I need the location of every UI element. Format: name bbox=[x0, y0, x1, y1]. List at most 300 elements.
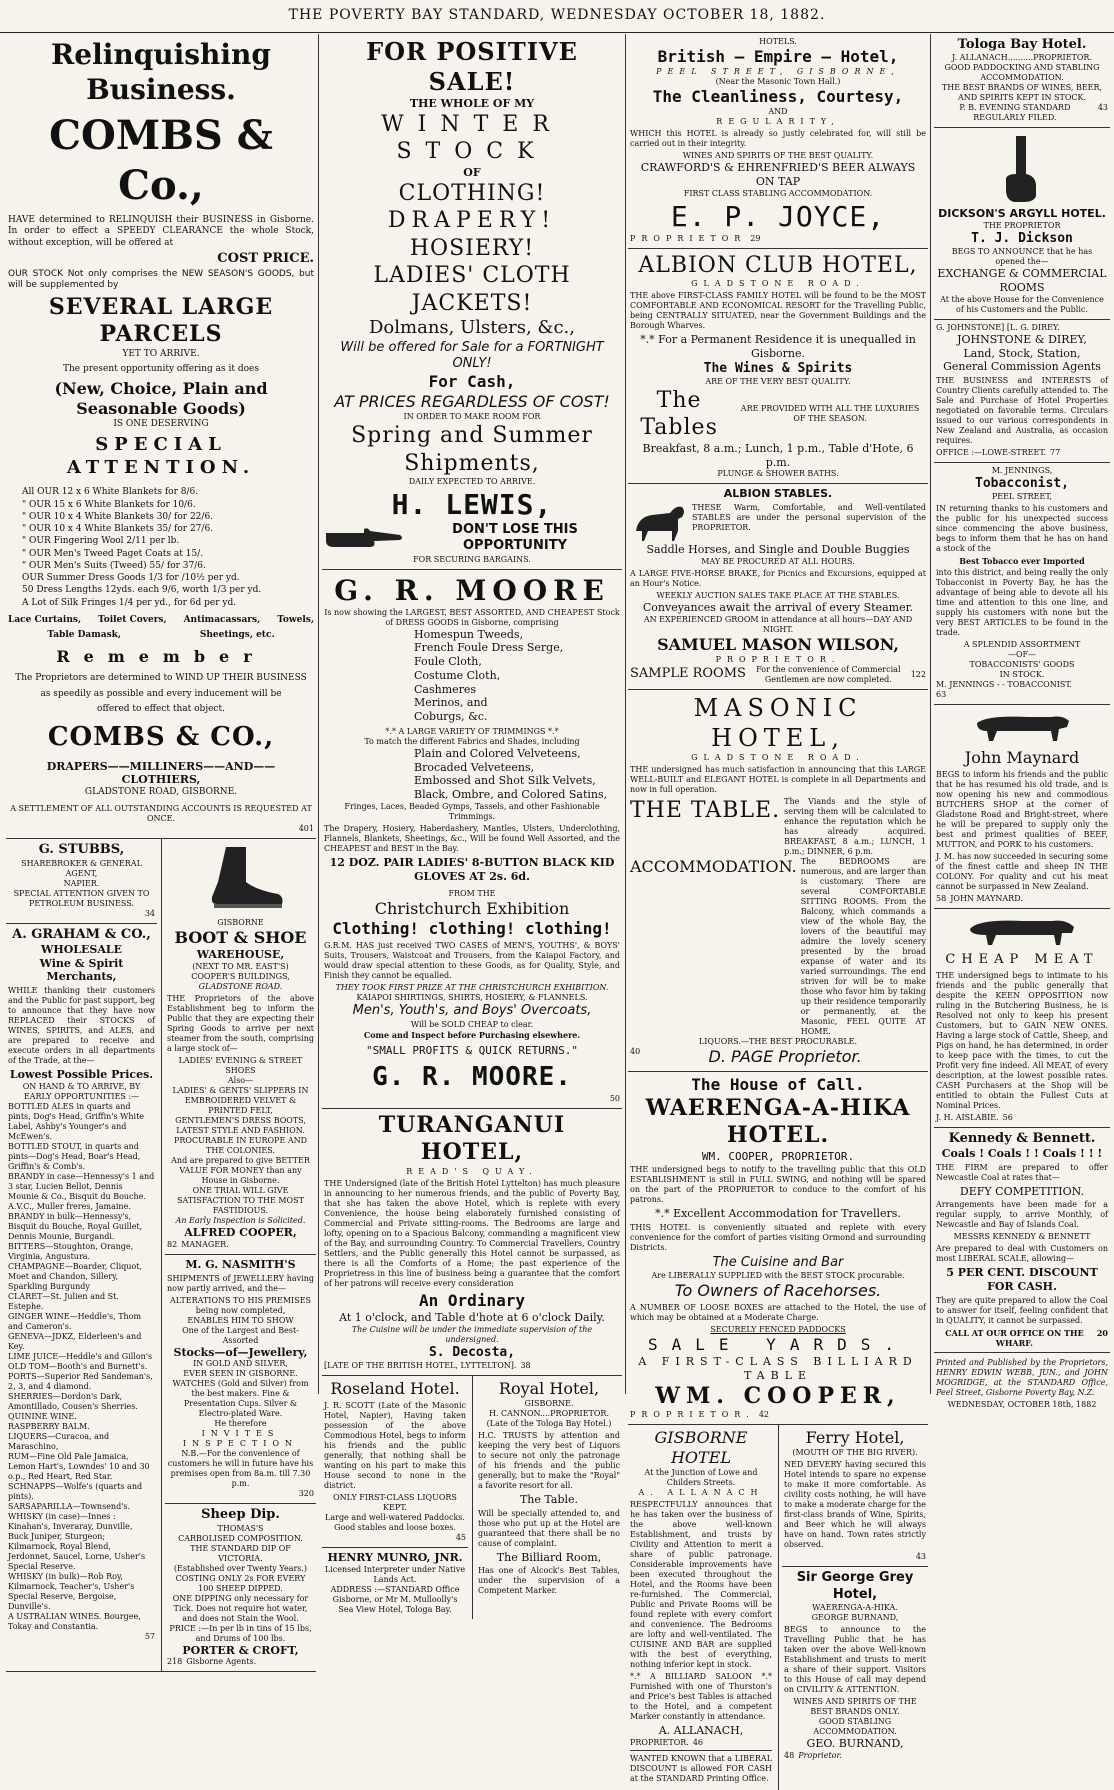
graham-list bbox=[8, 1102, 155, 1632]
ad-number: 20 bbox=[1096, 1327, 1108, 1338]
gh-footer: A. ALLANACH, bbox=[658, 1724, 744, 1738]
fenced-paddocks: SECURELY FENCED PADDOCKS bbox=[710, 1325, 846, 1335]
roseland-column bbox=[322, 1376, 468, 1619]
list-item: " OUR 10 x 4 White Blankets 35/ for 27/6. bbox=[22, 524, 214, 534]
the-proprietor: THE PROPRIETOR bbox=[983, 221, 1061, 230]
boot-item: ONE TRIAL WILL GIVE SATISFACTION TO THE MOST FASTIDIOUS. bbox=[177, 1186, 304, 1215]
jennings-footer: M. JENNINGS - - TOBACCONIST. bbox=[936, 680, 1073, 690]
list-item: BOTTLED STOUT, in quarts and pints—Dog's Head, Boar's Head, Griffin's & Comb's. bbox=[8, 1141, 141, 1171]
boot-gisborne: GISBORNE bbox=[217, 918, 264, 928]
column-3 bbox=[628, 34, 928, 1783]
munro-address: ADDRESS :—STANDARD Office Gisborne, or Mr M. Mulloolly's Sea View Hotel, Tologa Bay. bbox=[330, 1584, 460, 1614]
combs-title: COMBS & Co., bbox=[49, 112, 273, 209]
cuisine-bar: The Cuisine and Bar bbox=[712, 1255, 844, 1270]
fringes: Fringes, Laces, Beaded Gymps, Tassels, and other Fashionable Trimmings. bbox=[344, 801, 600, 821]
list-item: RASPBERRY BALM. bbox=[8, 1421, 90, 1431]
boot-item: An Early Inspection is Solicited. bbox=[175, 1216, 306, 1225]
royal-column bbox=[472, 1376, 622, 1619]
list-item: Merinos, and bbox=[414, 696, 488, 710]
combs-relinquishing-ad bbox=[6, 34, 316, 839]
list-item: Homespun Tweeds, bbox=[414, 627, 524, 641]
combs-intro: HAVE determined to RELINQUISH their BUSINESS in Gisborne. In order to effect a SPEEDY CLEARANCE the whole Stock, without exception, will be offered at bbox=[8, 215, 314, 248]
new-choice: (New, Choice, Plain and Seasonable Goods) bbox=[54, 379, 268, 418]
goods-item: Towels, bbox=[277, 614, 314, 625]
winter-stock: WINTER STOCK bbox=[381, 111, 563, 165]
permanent: *.* For a Permanent Residence it is unequalled in Gisborne. bbox=[640, 333, 916, 360]
burnand-footer-row bbox=[784, 1751, 926, 1761]
sheep-title: Sheep Dip. bbox=[201, 1507, 280, 1523]
dont-lose-row bbox=[324, 522, 620, 555]
horse-icon bbox=[630, 501, 688, 543]
breakfast-times: Breakfast, 8 a.m.; Lunch, 1 p.m., Table d'Hote, 6 p.m. bbox=[642, 441, 914, 469]
graham-name: A. GRAHAM & CO., bbox=[12, 926, 151, 942]
burnand-wines: WINES AND SPIRITS OF THE BEST BRANDS ONLY. bbox=[793, 1696, 917, 1716]
saddle-horses: Saddle Horses, and Single and Double Buggies bbox=[646, 543, 910, 556]
goods-row bbox=[8, 630, 314, 641]
fortnight: Will be offered for Sale for a FORTNIGHT ONLY! bbox=[340, 339, 604, 371]
stubbs-name: G. STUBBS, bbox=[38, 842, 125, 858]
may-be: MAY BE PROCURED AT ALL HOURS. bbox=[701, 556, 855, 566]
wind-up: The Proprietors are determined to WIND UP THEIR BUSINESS bbox=[15, 673, 307, 684]
roseland-ad bbox=[322, 1376, 468, 1548]
col2-lower-split bbox=[322, 1376, 622, 1619]
list-item: BRANDY in case—Hennessy's 1 and 3 star, Lucien Bellot, Dennis Mounie & Co., Bisquit du Bouche. A.V.C., Muller freres, Jamaine. bbox=[8, 1171, 155, 1211]
positive-sale: FOR POSITIVE SALE! bbox=[366, 37, 578, 96]
boot-icon bbox=[196, 842, 286, 912]
ordinary: An Ordinary bbox=[419, 1290, 525, 1310]
reads-quay: READ'S QUAY. bbox=[406, 1166, 538, 1176]
sheep-item: COSTING ONLY 2s FOR EVERY 100 SHEEP DIPPED. bbox=[175, 1573, 306, 1593]
cheap-body: THE undersigned begs to intimate to his friends and the public generally that despite the KEEN OPPOSITION now ruling in the Butchering Business, he is Resolved not only to keep his present Customers, but to GAIN NEW ONES. Having a large stock of Cattle, Sheep, and Pigs on hand, he has determined, in order to keep pace with the times, to cut the Profit very fine indeed. All MEAT, of every description, at the lowest possible rates. CASH Purchasers at the Shop will be entitled to obtain the Fullest Cuts at Nominal Prices. bbox=[936, 970, 1108, 1110]
ordinary-time: At 1 o'clock, and Table d'hote at 6 o'clock Daily. bbox=[339, 1310, 605, 1324]
wilson-name: SAMUEL MASON WILSON, bbox=[657, 634, 899, 654]
dickson-name: T. J. Dickson bbox=[971, 231, 1073, 246]
relinquishing-heading: Relinquishing Business. bbox=[51, 38, 271, 106]
moore-intro: Is now showing the LARGEST, BEST ASSORTED, AND CHEAPEST Stock of DRESS GOODS in Gisborne, comprising bbox=[324, 607, 620, 627]
page-row bbox=[630, 1047, 926, 1067]
munro-ad bbox=[322, 1548, 468, 1619]
burnand-stabling: GOOD STABLING ACCOMMODATION. bbox=[813, 1716, 897, 1736]
ad-number: 63 bbox=[936, 690, 947, 700]
printed-date: WEDNESDAY, OCTOBER 18th, 1882 bbox=[947, 1399, 1097, 1409]
discount: 5 PER CENT. DISCOUNT FOR CASH. bbox=[946, 1266, 1098, 1293]
the-table-body: The Viands and the style of serving them will be calculated to enhance the reputation which he has already acquired. BREAKFAST, 8 a.m.; LUNCH, 1 p.m.; DINNER, 6 p.m. bbox=[784, 796, 926, 856]
conveniently: THIS HOTEL is conveniently situated and replete with every convenience for the comfort of parties visiting Ormond and surrounding Districts. bbox=[630, 1223, 926, 1252]
ad-number: 57 bbox=[144, 1631, 155, 1641]
ad-number: 48 bbox=[784, 1750, 795, 1760]
moore-dress-goods-ad bbox=[322, 570, 622, 1109]
list-item: " OUR 15 x 6 White Blankets for 10/6. bbox=[22, 499, 196, 510]
decosta-row bbox=[324, 1361, 620, 1371]
cooper-footer-row bbox=[630, 1410, 926, 1420]
turanganui-title: TURANGANUI HOTEL, bbox=[378, 1111, 566, 1166]
column-rule bbox=[318, 34, 319, 1394]
owners-racehorses: To Owners of Racehorses. bbox=[674, 1281, 882, 1301]
albion-club-ad bbox=[628, 249, 928, 485]
ad-number: 43 bbox=[915, 1552, 926, 1562]
list-item: French Foule Dress Serge, bbox=[414, 641, 564, 655]
general-agents: General Commission Agents bbox=[943, 360, 1101, 374]
wanted-known: WANTED KNOWN that a LIBERAL DISCOUNT is allowed FOR CASH at the STANDARD Printing Office. bbox=[630, 1750, 772, 1784]
moore-footer: G. R. MOORE. bbox=[372, 1062, 572, 1093]
joyce-name: E. P. JOYCE, bbox=[670, 199, 886, 233]
exchange: EXCHANGE & COMMERCIAL ROOMS bbox=[937, 267, 1107, 294]
ferry-hotel-ad bbox=[782, 1425, 928, 1567]
col1-lower-split bbox=[6, 839, 316, 1672]
nasmith-title: M. G. NASMITH'S bbox=[185, 1257, 296, 1271]
imprint bbox=[934, 1353, 1110, 1414]
spring-summer: Spring and Summer Shipments, bbox=[351, 423, 593, 476]
list-item: " OUR Fingering Wool 2/11 per lb. bbox=[22, 536, 180, 547]
gladstone-line: GLADSTONE ROAD, GISBORNE. bbox=[84, 787, 238, 797]
goods-item: Table Damask, bbox=[47, 630, 122, 640]
crawford-beer: CRAWFORD'S & EHRENFRIED'S BEER ALWAYS ON TAP bbox=[640, 161, 916, 188]
nasmith-item: WATCHES (Gold and Silver) from the best makers. Fine & Presentation Cups. Silver & Electro-plated Ware. bbox=[172, 1379, 309, 1419]
tobacco-body: into this district, and being really the only Tobacconist in Poverty Bay, he has the advantage of being able to devote all his time and attention to this one line, and supply his customers with none but the very BEST ARTICLES to be found in the trade. bbox=[936, 568, 1108, 638]
column-2 bbox=[322, 34, 622, 1614]
peel-street: PEEL STREET, GISBORNE, bbox=[656, 67, 900, 76]
from-the: FROM THE bbox=[448, 889, 496, 899]
trimmings: *.* A LARGE VARIETY OF TRIMMINGS *.* bbox=[385, 726, 559, 736]
grey-place: WAERENGA-A-HIKA. bbox=[812, 1602, 898, 1612]
albion-stables-ad bbox=[628, 484, 928, 689]
ad-number: 320 bbox=[298, 1489, 314, 1499]
yet-to-arrive: YET TO ARRIVE. bbox=[122, 348, 200, 359]
turanganui-ad bbox=[322, 1109, 622, 1376]
tables-row bbox=[630, 387, 926, 442]
decosta-name: S. Decosta, bbox=[428, 1344, 516, 1360]
gh-junction: At the Junction of Lowe and Childers Streets. bbox=[644, 1468, 758, 1488]
list-item: " OUR Men's Tweed Paget Coats at 15/. bbox=[22, 548, 204, 559]
turanganui-body: THE Undersigned (late of the British Hotel Lyttelton) has much pleasure in announcing to her numerous friends, and the public of Poverty Bay, that she has taken the above Hotel, which is replete with every Convenience, the house being elaborately furnished consisting of Commercial and Private sitting-rooms. The Bedrooms are large and lofty, opening on to a Spacious Balcony, commanding a magnificent view of the Bay, and surrounding Country. To Commercial Travellers, Country Settlers, and the Public generally this Hotel cannot be surpassed, as there is all the Comforts of a Home; the past experience of the Proprietress in this line of business being a guarantee that the comfort of her patrons will receive every consideration bbox=[324, 1178, 620, 1288]
list-item: WHISKY (in case)—Innes : Kinahan's, Inveraray, Dunville, Buck Juniper, Sturgeon; Kilmarnock, Royal Blend, Jerdonnet, Saucel, Lorne, Usher's Special Reserve. bbox=[8, 1511, 146, 1571]
list-item: A Lot of Silk Fringes 1/4 per yd., for 6d per yd. bbox=[22, 597, 237, 608]
kaiapoi: KAIAPOI SHIRTINGS, SHIRTS, HOSIERY, & FLANNELS. bbox=[356, 993, 588, 1003]
which-hotel: WHICH this HOTEL is already so justly celebrated for, will still be carried out in their integrity. bbox=[630, 129, 926, 148]
good-paddocking: GOOD PADDOCKING AND STABLING ACCOMMODATION. bbox=[944, 63, 1100, 83]
list-item: A USTRALIAN WINES. Bourgee, Tokay and Constantia. bbox=[8, 1611, 141, 1631]
bullock-icon bbox=[962, 915, 1082, 949]
roseland-paddocks: Large and well-watered Paddocks. Good stables and loose boxes. bbox=[325, 1512, 465, 1532]
column-rule bbox=[930, 34, 931, 1394]
messrs: MESSRS KENNEDY & BENNETT bbox=[953, 1232, 1091, 1242]
list-item: Plain and Colored Velveteens, bbox=[414, 746, 581, 760]
nasmith-body: SHIPMENTS of JEWELLERY having now partly arrived, and the— bbox=[167, 1273, 314, 1293]
jennings-tobacconist-ad bbox=[934, 463, 1110, 705]
offered-effect: offered to effect that object. bbox=[97, 703, 225, 714]
boot-footer: ALFRED COOPER, bbox=[184, 1226, 297, 1239]
masonic-hotel-ad bbox=[628, 690, 928, 1072]
graham-prices: Lowest Possible Prices. bbox=[9, 1068, 154, 1081]
tob-goods: TOBACCONISTS' GOODS bbox=[969, 660, 1075, 670]
nasmith-item: INVITES INSPECTION bbox=[182, 1429, 299, 1449]
kennedy-bennett-ad bbox=[934, 1128, 1110, 1353]
sample-rooms: SAMPLE ROOMS bbox=[630, 666, 746, 682]
list-item: CHAMPAGNE—Boarder, Cliquot, Moet and Chandon, Sillery, Sparkling Burgundy bbox=[8, 1261, 142, 1291]
in-stock: IN STOCK. bbox=[999, 670, 1045, 680]
call-office: CALL AT OUR OFFICE ON THE WHARF. bbox=[945, 1327, 1084, 1348]
combs-footer: COMBS & CO., bbox=[47, 722, 275, 752]
boot-item: GENTLEMEN'S DRESS BOOTS, LATEST STYLE AND FASHION. bbox=[175, 1116, 306, 1135]
best-brands: THE BEST BRANDS OF WINES, BEER, AND SPIRITS KEPT IN STOCK. bbox=[941, 83, 1103, 103]
large-parcels: SEVERAL LARGE PARCELS bbox=[48, 293, 274, 347]
sale-yards: SALE YARDS. bbox=[648, 1335, 908, 1355]
sheep-item: PRICE :—In per lb in tins of 15 lbs, and Drums of 100 lbs. bbox=[169, 1623, 312, 1643]
accommodation: ACCOMMODATION. bbox=[630, 856, 797, 876]
drapery: DRAPERY! bbox=[387, 208, 557, 233]
nasmith-item: ALTERATIONS TO HIS PREMISES being now completed, bbox=[169, 1295, 312, 1315]
near-masonic: (Near the Masonic Town Hall.) bbox=[715, 77, 841, 86]
list-item: 50 Dress Lengths 12yds. each 9/6, worth 1/3 per yd. bbox=[22, 585, 262, 596]
boot-coopers: COOPER'S BUILDINGS, bbox=[191, 972, 290, 981]
list-item: GINGER WINE—Heddle's, Thom and Cameron's. bbox=[8, 1311, 142, 1331]
list-item: SHERRIES—Dordon's Dark, Amontillado, Cousen's Sherries. bbox=[8, 1391, 138, 1411]
royal-table-title: The Table. bbox=[519, 1492, 579, 1506]
dolmans: Dolmans, Ulsters, &c., bbox=[369, 317, 575, 338]
gloves: 12 DOZ. PAIR LADIES' 8-BUTTON BLACK KID GLOVES AT 2s. 6d. bbox=[329, 855, 615, 883]
gh-name: A. ALLANACH bbox=[638, 1488, 764, 1498]
waerenga-title: WAERENGA-A-HIKA HOTEL. bbox=[645, 1094, 911, 1148]
ad-number: 46 bbox=[692, 1738, 704, 1747]
jennings-name: M. JENNINGS, bbox=[991, 466, 1053, 475]
sheep-item: (Established over Twenty Years.) bbox=[173, 1563, 308, 1573]
list-item: BOTTLED ALES in quarts and pints, Dog's Head, Griffin's White Label, Ashby's Younger's and McEwen's. bbox=[8, 1101, 145, 1141]
sheep-item: CARBOLISED COMPOSITION. bbox=[178, 1533, 303, 1543]
tables-note: ARE PROVIDED WITH ALL THE LUXURIES OF THE SEASON. bbox=[740, 404, 920, 424]
column-4 bbox=[934, 34, 1110, 1409]
coals: Coals ! Coals ! ! Coals ! ! ! bbox=[941, 1146, 1103, 1160]
house-of-call: The House of Call. bbox=[691, 1074, 865, 1094]
maynard-body-2: J. M. has now succeeded in securing some of the finest cattle and sheep IN THE COLONY. For quality and cut his meat cannot be surpassed in New Zealand. bbox=[936, 852, 1108, 892]
list-item: PORTS—Superior Red Sandeman's, 2, 3, and 4 diamond. bbox=[8, 1371, 153, 1391]
aislabie-row bbox=[936, 1113, 1108, 1123]
col3-lower-split bbox=[628, 1425, 928, 1790]
moore-title: G. R. MOORE bbox=[334, 573, 610, 607]
nasmith-item: ENABLES HIM TO SHOW bbox=[187, 1315, 294, 1325]
make-room: IN ORDER TO MAKE ROOM FOR bbox=[403, 412, 541, 421]
johnstone-title: JOHNSTONE & DIREY, bbox=[957, 332, 1087, 346]
nasmith-item: He therefore bbox=[214, 1419, 267, 1429]
list-item: Coburgs, &c. bbox=[414, 710, 488, 723]
billiard-body: Has one of Alcock's Best Tables, under the supervision of a Competent Marker. bbox=[478, 1566, 620, 1596]
lewis-positive-sale-ad bbox=[322, 34, 622, 570]
hc-body: H.C. TRUSTS by attention and keeping the very best of Liquors to secure not only the patronage of his friends and the public generally, but to make the "Royal" a favorite resort for all. bbox=[478, 1430, 620, 1490]
sheep-item: ONE DIPPING only necessary for Tick. Does not require hot water, and does not Stain the Wool. bbox=[172, 1593, 309, 1623]
plunge-baths: PLUNGE & SHOWER BATHS. bbox=[717, 469, 839, 479]
regularity: REGULARITY, bbox=[716, 117, 840, 126]
boot-shoe-ad bbox=[165, 915, 316, 1255]
accommodation-row bbox=[630, 857, 926, 1037]
peel-st: PEEL STREET, bbox=[991, 492, 1053, 502]
cheap-meat-title: CHEAP MEAT bbox=[945, 952, 1099, 968]
for-cash: For Cash, bbox=[428, 372, 516, 391]
graham-hand: ON HAND & TO ARRIVE, BY EARLY OPPORTUNITIES :— bbox=[22, 1081, 141, 1101]
ad-number: 42 bbox=[758, 1410, 770, 1420]
match: To match the different Fabrics and Shades, including bbox=[364, 736, 580, 746]
defy-competition: DEFY COMPETITION. bbox=[959, 1184, 1085, 1198]
gh-body: RESPECTFULLY announces that he has taken over the business of the above well-known Establishment, and trusts by Civility and Attention to merit a share of public patronage. Considerable improvements have been executed throughout the Hotel, and the Rooms have been re-furnished. The Commercial, Public and Private Rooms will be found replete with every comfort and convenience. The Bedrooms are lofty and well-ventilated. The CUISINE AND BAR are supplied with the best of everything, nothing inferior kept in stock. bbox=[630, 1500, 772, 1670]
best-tobacco: Best Tobacco ever Imported bbox=[959, 556, 1085, 567]
cuisine-note: The Cuisine will be under the immediate supervision of the undersigned. bbox=[351, 1324, 593, 1344]
cheap-meat-ad bbox=[934, 909, 1110, 1127]
nasmith-item: N.B.—For the convenience of customers he will in future have his premises open from 8a.m. till 7.30 p.m. bbox=[167, 1449, 314, 1489]
brake: A LARGE FIVE-HORSE BRAKE, for Picnics and Excursions, equipped at an Hour's Notice. bbox=[630, 568, 926, 588]
gh-billiard: *.* A BILLIARD SALOON *.* Furnished with one of Thurston's and Price's best Tables is attached to the Hotel, and a competent Marker constantly in attendance. bbox=[630, 1672, 772, 1722]
list-item: QUININE WINE. bbox=[8, 1411, 77, 1421]
present-opportunity: The present opportunity offering as it does bbox=[63, 363, 259, 374]
very-best: ARE OF THE VERY BEST QUALITY. bbox=[705, 376, 851, 386]
nasmith-item: Stocks—of—Jewellery, bbox=[173, 1345, 308, 1359]
ad-number: 122 bbox=[910, 669, 926, 679]
stubbs-ad bbox=[6, 839, 157, 923]
tables-title: The Tables bbox=[640, 387, 718, 441]
nasmith-ad bbox=[165, 1255, 316, 1505]
cost-price: COST PRICE. bbox=[217, 250, 314, 266]
ad-number: 29 bbox=[750, 233, 761, 243]
list-item: SCHNAPPS—Wolfe's (quarts and pints). bbox=[8, 1481, 143, 1501]
of-label: OF bbox=[463, 165, 481, 179]
ad-number: 45 bbox=[455, 1532, 466, 1542]
weekly-auction: WEEKLY AUCTION SALES TAKE PLACE AT THE STABLES. bbox=[656, 590, 900, 600]
sheep-dip-ad bbox=[165, 1504, 316, 1671]
ad-number: 58 bbox=[936, 894, 947, 904]
list-item: SARSAPARILLA—Townsend's. bbox=[8, 1501, 131, 1511]
goods-row bbox=[8, 615, 314, 626]
come-inspect: Come and Inspect before Purchasing elsewhere. bbox=[363, 1029, 581, 1040]
gisborne-hotel-ad bbox=[628, 1425, 774, 1790]
masthead: THE POVERTY BAY STANDARD, WEDNESDAY OCTOBER 18, 1882. bbox=[0, 0, 1114, 33]
daily-expected: DAILY EXPECTED TO ARRIVE. bbox=[408, 477, 536, 486]
list-item: Costume Cloth, bbox=[414, 668, 501, 682]
evening-row bbox=[936, 103, 1108, 123]
list-item: OLD TOM—Booth's and Burnett's. bbox=[8, 1361, 148, 1371]
printed-by: Printed and Published by the Proprietors, HENRY EDWIN WEBB, JUN., and JOHN MOGRIDGE, at the STANDARD Office, Peel Street, Gisborne Poverty Bay, N.Z. bbox=[936, 1357, 1108, 1397]
boot-item: LADIES' EVENING & STREET SHOES bbox=[178, 1056, 303, 1075]
accommodation-body: The BEDROOMS are numerous, and are larger than is customary. There are several COMFORTABLE SITTING ROOMS. From the Balcony, which commands a view of the whole Bay, the lovers of the beautiful may admire the lovely scenery presented by the broad expanse of water and its varied surroundings. The end striven for will be to make those who favor him by taking up their residence temporarily or permanently, at the Masonic, FEEL QUITE AT HOME. bbox=[800, 856, 926, 1036]
cooper-footer: WM. COOPER, bbox=[655, 1382, 901, 1409]
graham-intro: WHILE thanking their customers and the Public for past support, beg to announce that they have now REPLACED their STOCKS of WINES, SPIRITS, and ALES, and are prepared to receive and execute orders in all departments of the Trade, at the— bbox=[8, 986, 155, 1065]
nasmith-item: EVER SEEN IN GISBORNE. bbox=[183, 1369, 298, 1379]
goods-item: Lace Curtains, bbox=[8, 614, 82, 625]
ferry-body: NED DEVERY having secured this Hotel intends to spare no expense to make it more comfortable. As civility costs nothing, he will have to make a moderate charge for the first-class brands of Wine, Spirits, and Beer which he will always have on hand. Town rates strictly observed. bbox=[784, 1460, 926, 1550]
list-item: LIQUERS—Curacoa, and Maraschino, bbox=[8, 1431, 110, 1451]
messrs-body: Are prepared to deal with Customers on most LIBERAL SCALE, allowing— bbox=[936, 1244, 1108, 1264]
albion-road: GLADSTONE ROAD. bbox=[691, 279, 865, 288]
hosiery: HOSIERY! bbox=[409, 235, 535, 261]
goods-item: Sheetings, etc. bbox=[199, 630, 275, 640]
decosta-late: [LATE OF THE BRITISH HOTEL, LYTTELTON]. bbox=[324, 1360, 517, 1370]
albion-stables-title: ALBION STABLES. bbox=[723, 487, 833, 501]
clothing-triple: Clothing! clothing! clothing! bbox=[332, 919, 612, 939]
hotels-heading: HOTELS. bbox=[759, 37, 797, 46]
list-item: LIME JUICE—Heddle's and Gillon's bbox=[8, 1351, 153, 1361]
list-item: " OUR Men's Suits (Tweed) 55/ for 37/6. bbox=[22, 560, 206, 571]
list-item: WHISKY (in bulk)—Rob Roy, Kilmarnock, Teacher's, Usher's Special Reserve, Bergoise, Dunville's. bbox=[8, 1571, 135, 1611]
splendid: A SPLENDID ASSORTMENT bbox=[963, 640, 1081, 650]
list-item: All OUR 12 x 6 White Blankets for 8/6. bbox=[22, 487, 199, 498]
drapery-line: The Drapery, Hosiery, Haberdashery, Mantles, Ulsters, Underclothing, Flannels, Blankets, Sheetings, &c., Will be found Well Assorted, and the CHEAPEST and BEST in the Bay. bbox=[324, 823, 620, 853]
wilson-role: PROPRIETOR. bbox=[715, 654, 841, 664]
settlement-notice: A SETTLEMENT OF ALL OUTSTANDING ACCOUNTS IS REQUESTED AT ONCE. bbox=[10, 804, 312, 824]
exchange-note: At the above House for the Convenience of his Customers and the Public. bbox=[940, 294, 1104, 314]
first-class-stabling: FIRST CLASS STABLING ACCOMMODATION. bbox=[683, 188, 873, 198]
dont-lose: DON'T LOSE THIS OPPORTUNITY bbox=[452, 522, 578, 554]
sheep-item: THE STANDARD DIP OF VICTORIA. bbox=[190, 1543, 291, 1563]
ad-number: 50 bbox=[609, 1093, 620, 1103]
list-item: BRANDY in bulk—Hennessy's, Bisquit du Bouche, Royal Guillet, Dennis Mounie, Burgandi. bbox=[8, 1211, 143, 1241]
kennedy-body: THE FIRM are prepared to offer Newcastle Coal at rates that— bbox=[936, 1162, 1108, 1182]
masonic-title: MASONIC HOTEL, bbox=[693, 693, 863, 752]
roseland-body: J. R. SCOTT (Late of the Masonic Hotel, Napier), Having taken possession of the above Commodious Hotel, begs to inform his friends and the public generally, that nothing shall be wanting on his part to make this House second to none in the district. bbox=[324, 1400, 466, 1490]
johnstone-body: THE BUSINESS and INTERESTS of Country Clients carefully attended to. The Sale and Purchase of Hotel Properties negotiated on favorable terms. Circulars issued to our various correspondents in New Zealand and Australia, as occasion requires. bbox=[936, 376, 1108, 445]
first-prize: THEY TOOK FIRST PRIZE AT THE CHRISTCHURCH EXHIBITION. bbox=[335, 983, 609, 993]
cleanliness: The Cleanliness, Courtesy, bbox=[652, 87, 904, 106]
cannon-late: (Late of the Tologa Bay Hotel.) bbox=[486, 1418, 612, 1428]
joyce-role-row bbox=[630, 234, 926, 244]
dickson-argyll-ad bbox=[934, 128, 1110, 320]
royal-hotel-ad bbox=[476, 1376, 622, 1603]
call-office-row bbox=[936, 1328, 1108, 1348]
sheep-footer: PORTER & CROFT, bbox=[182, 1643, 299, 1657]
ad-number: 40 bbox=[630, 1046, 641, 1056]
wines-spirits-title: The Wines & Spirits bbox=[703, 360, 853, 376]
tologa-title: Tologa Bay Hotel. bbox=[957, 37, 1087, 52]
gisborne-hotel-column bbox=[628, 1425, 774, 1790]
is-one-deserving: IS ONE DESERVING bbox=[113, 419, 209, 429]
masonic-road: GLADSTONE ROAD. bbox=[691, 752, 865, 762]
nasmith-item: One of the Largest and Best-Assorted bbox=[182, 1325, 299, 1345]
list-item: Black, Ombre, and Colored Satins, bbox=[414, 788, 608, 801]
johnstone-direy-ad bbox=[934, 320, 1110, 463]
roseland-title: Roseland Hotel. bbox=[330, 1378, 460, 1398]
list-item: Embossed and Shot Silk Velvets, bbox=[414, 774, 596, 788]
joyce-role: PROPRIETOR bbox=[630, 233, 747, 243]
list-item: Brocaded Velveteens, bbox=[414, 760, 535, 774]
column-rule bbox=[625, 34, 626, 1394]
sheep-item: THOMAS'S bbox=[217, 1523, 264, 1533]
sample-note: For the convenience of Commercial Gentlemen are now completed. bbox=[756, 664, 901, 684]
liberally: Are LIBERALLY SUPPLIED with the BEST STOCK procurable. bbox=[651, 1271, 905, 1281]
ad-number: 218 bbox=[167, 1657, 183, 1667]
lewis-name: H. LEWIS, bbox=[391, 488, 553, 521]
column-1 bbox=[6, 34, 316, 1667]
stables-body: THESE Warm, Comfortable, and Well-ventilated STABLES are under the personal supervision of the PROPRIETOR. bbox=[692, 503, 926, 532]
royal-title: Royal Hotel, bbox=[498, 1378, 600, 1398]
dicksons-title: DICKSON'S ARGYLL HOTEL. bbox=[938, 207, 1106, 221]
tologa-proprietor: J. ALLANACH..........PROPRIETOR. bbox=[952, 53, 1092, 63]
boot-road: GLADSTONE ROAD. bbox=[198, 982, 283, 991]
liquors: LIQUORS.—THE BEST PROCURABLE. bbox=[698, 1036, 858, 1046]
gh-footer-row bbox=[630, 1738, 772, 1748]
list-item: GENEVA—JDKZ, Elderleen's and Key. bbox=[8, 1331, 142, 1351]
nasmith-item: IN GOLD AND SILVER, bbox=[193, 1359, 288, 1369]
goods-item: Toilet Covers, bbox=[98, 614, 167, 625]
ad-number: 401 bbox=[298, 824, 314, 834]
goods-item: Antimacassars, bbox=[183, 614, 261, 625]
bull-icon bbox=[967, 711, 1077, 745]
maynard-title: John Maynard bbox=[964, 748, 1080, 768]
johnstone-head: G. JOHNSTONE] [L. G. DIREY. bbox=[936, 322, 1060, 332]
arrangements: Arrangements have been made for a regular supply, to arrive Monthly, of Newcastle and Bay of Islands Coal. bbox=[936, 1200, 1108, 1230]
groom: AN EXPERIENCED GROOM in attendance at all hours—DAY AND NIGHT. bbox=[643, 614, 913, 634]
col1-lower-left bbox=[6, 839, 157, 1671]
stubbs-line: SPECIAL ATTENTION GIVEN TO PETROLEUM BUSINESS. bbox=[13, 888, 150, 908]
remember-heading: Remember bbox=[56, 647, 266, 667]
boot-item: And are prepared to give BETTER VALUE FOR MONEY than any House in Gisborne. bbox=[171, 1156, 310, 1185]
overcoats: Men's, Youth's, and Boys' Overcoats, bbox=[352, 1003, 592, 1019]
speedily: as speedily as possible and every inducement will be bbox=[40, 688, 282, 699]
kennedy-title: Kennedy & Bennett. bbox=[948, 1130, 1096, 1146]
